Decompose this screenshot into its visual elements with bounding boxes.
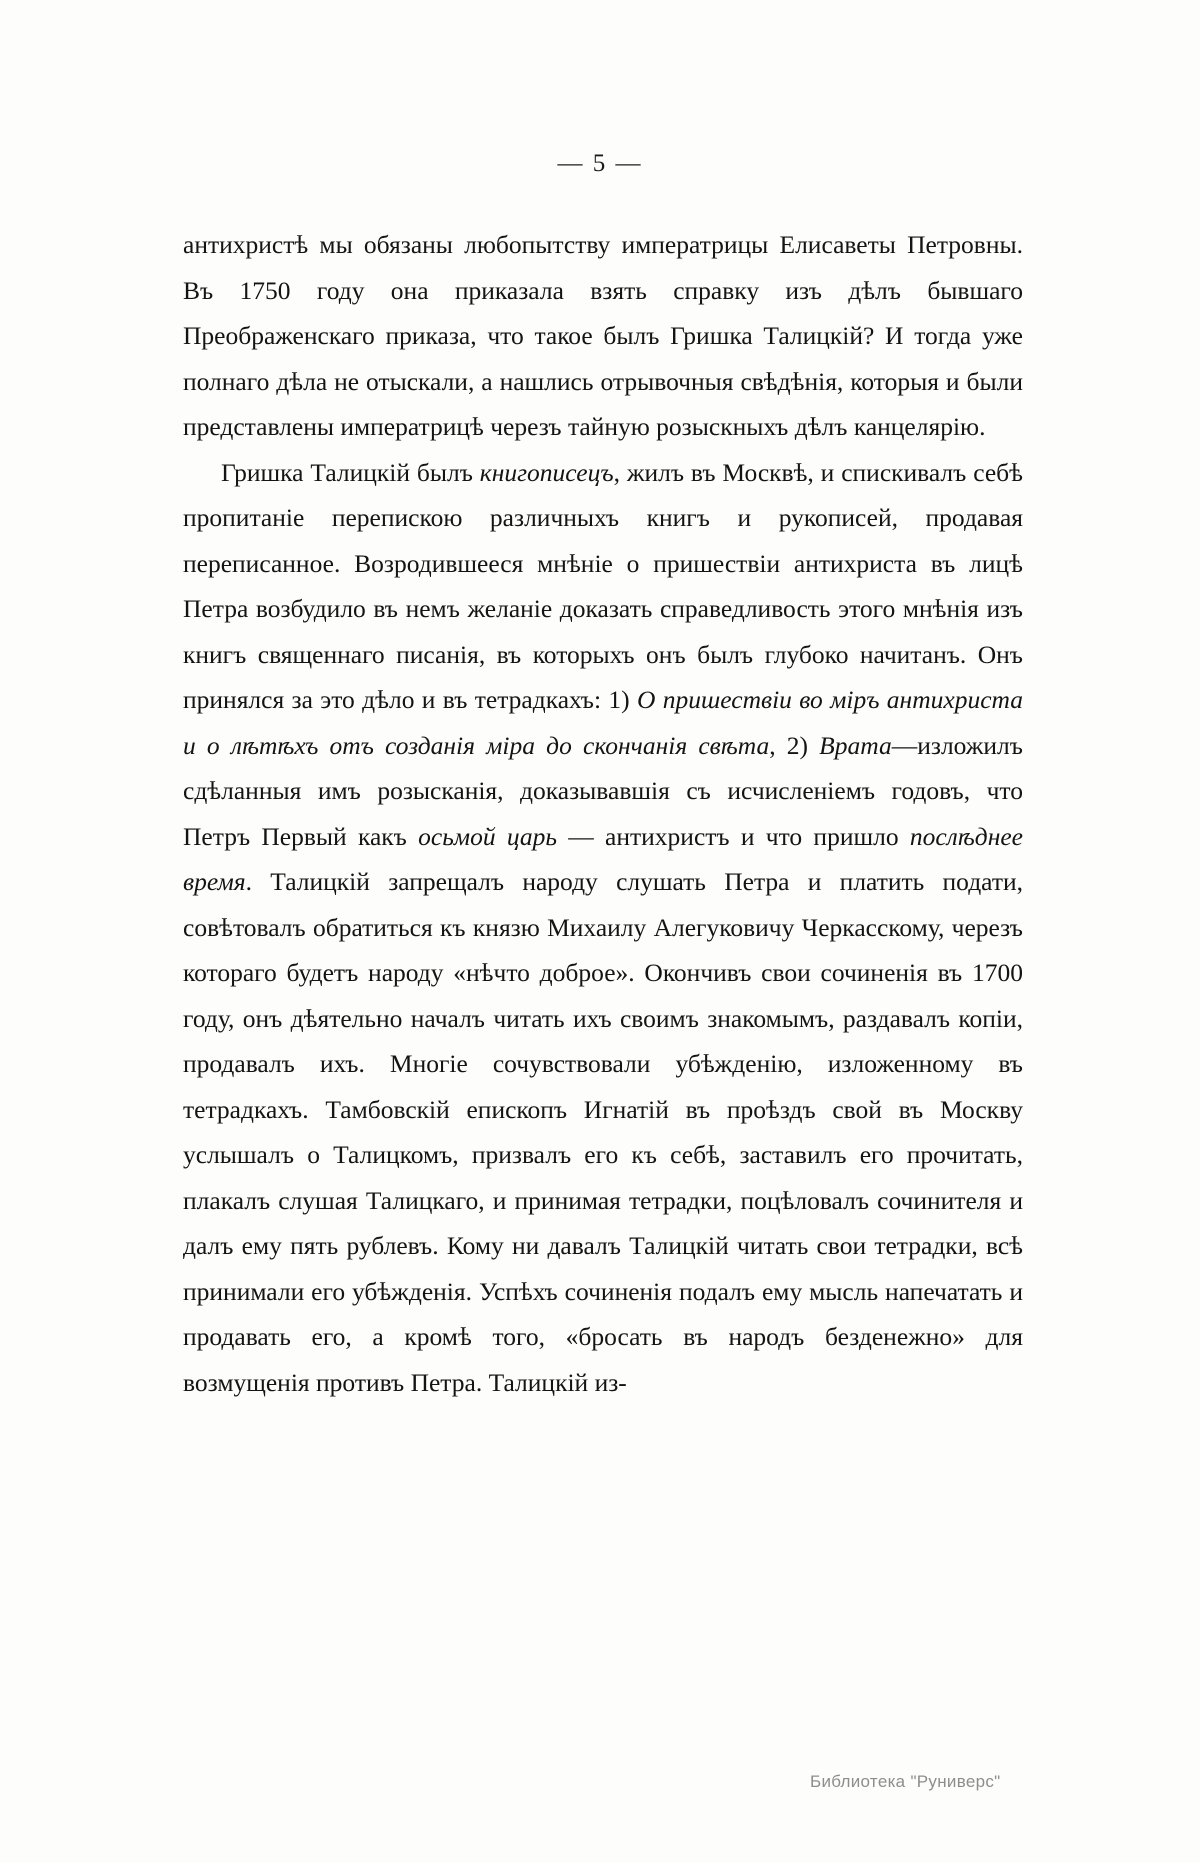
page-number: — 5 —	[557, 150, 643, 177]
paragraph-2-segment-6: . Талицкій запрещалъ народу слушать Петра и платить подати, совѣтовалъ обратиться къ князю Михаилу Алегуковичу Черкасскому, черезъ котораго будетъ народу «нѣчто доброе». Окончивъ свои сочиненія въ 1700 году, онъ дѣятельно началъ читать ихъ своимъ знакомымъ, раздавалъ копіи, продавалъ ихъ. Многіе сочувствовали убѣжденію, изложенному въ тетрадкахъ. Тамбовскій епископъ Игнатій въ проѣздъ свой въ Москву услышалъ о Талицкомъ, призвалъ его къ себѣ, заставилъ его прочитать, плакалъ слушая Талицкаго, и принимая тетрадки, поцѣловалъ сочинителя и далъ ему пять рублевъ. Кому ни давалъ Талицкій читать свои тетрадки, всѣ принимали его убѣжденія. Успѣхъ сочиненія подалъ ему мысль напечатать и продавать его, а кромѣ того, «бросать въ народъ безденежно» для возмущенія противъ Петра. Талицкій из-	[183, 867, 1023, 1397]
paragraph-2-italic-title-1: О пришествіи во міръ антихриста и о лѣтѣхъ отъ созданія міра до скончанія свѣта	[183, 685, 1023, 760]
paragraph-2-italic-knigopisec: книгописецъ	[479, 457, 614, 487]
paragraph-2-segment-1: Гришка Талицкій былъ	[221, 457, 480, 487]
paragraph-2-segment-3: , 2)	[769, 730, 820, 760]
paragraph-2-segment-2: , жилъ въ Москвѣ, и спискивалъ себѣ пропитаніе перепискою различныхъ книгъ и рукописей, продавая переписанное. Возродившееся мнѣніе о пришествіи антихриста въ лицѣ Петра возбудило въ немъ желаніе доказать справедливость этого мнѣнія изъ книгъ священнаго писанія, въ которыхъ онъ былъ глубоко начитанъ. Онъ принялся за это дѣло и въ тетрадкахъ: 1)	[183, 457, 1023, 714]
paragraph-2-segment-5: — антихристъ и что пришло	[557, 821, 910, 851]
page-body	[183, 222, 1023, 1405]
paragraph-2-italic-osmoy-tsar: осьмой царь	[418, 821, 558, 851]
paragraph-1: антихристѣ мы обязаны любопытству императрицы Елисаветы Петровны. Въ 1750 году она приказала взять справку изъ дѣлъ бывшаго Преображенскаго приказа, что такое былъ Гришка Талицкій? И тогда уже полнаго дѣла не отыскали, а нашлись отрывочныя свѣдѣнія, которыя и были представлены императрицѣ черезъ тайную розыскныхъ дѣлъ канцелярію.	[183, 230, 1023, 441]
paragraph-2-italic-title-2: Врата	[819, 730, 892, 760]
paragraph-2-segment-4: —изложилъ сдѣланныя имъ розысканія, доказывавшія съ исчисленіемъ годовъ, что Петръ Первый какъ	[183, 730, 1023, 851]
paragraph-2-italic-poslednee-vremya: послѣднее время	[183, 821, 1023, 896]
library-watermark: Библиотека "Руниверс"	[810, 1772, 1001, 1791]
paragraph-2	[183, 450, 1023, 1406]
